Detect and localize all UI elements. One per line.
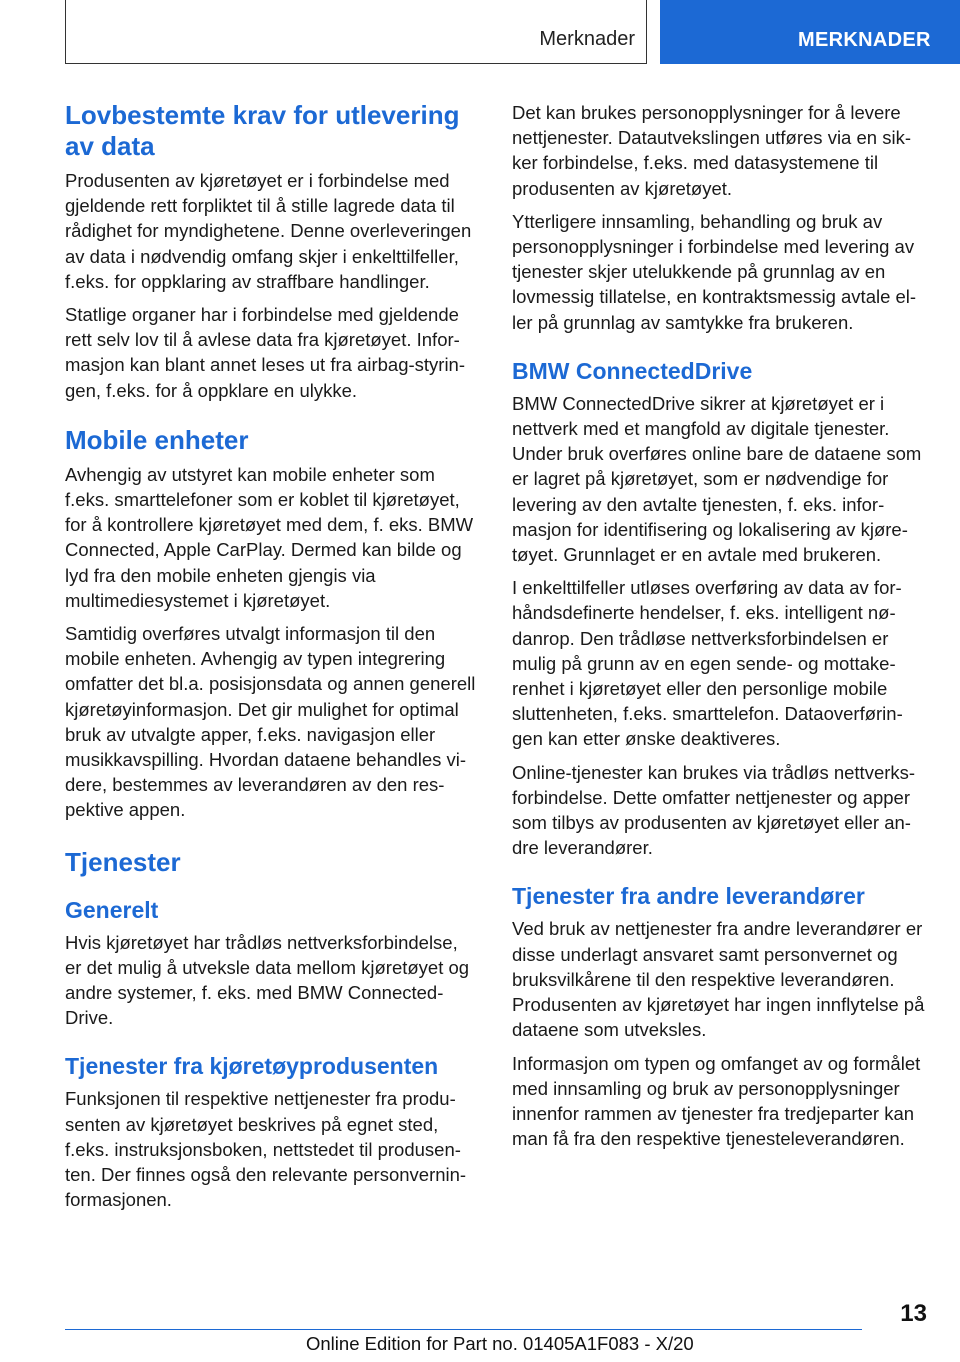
paragraph: Samtidig overføres utvalgt informasjon til den mobile enheten. Avhengig av typen integrering omfatter det bl.a. posisjonsdata og annen generell kjøretøyinformasjon. Det gir mulighet for optimal bruk av utvalgte apper, f.eks. navigasjon eller musikkavspilling. Hvordan dataene behandles videre, bestemmes av leverandøren av den respektive appen. xyxy=(65,623,476,821)
heading-services: Tjenester xyxy=(65,846,181,877)
paragraph: Informasjon om typen og omfanget av og formålet med innsamling og bruk av personopplysninger innenfor rammen av tjenester fra tredjeparter kan man få fra den respektive tjenesteleverandøren. xyxy=(512,1052,921,1150)
paragraph: I enkelttilfeller utløses overføring av data av forhåndsdefinerte hendelser, f. eks. intelligent nødanrop. Den trådløse nettverksforbindelsen er mulig på grunn av en egen sende- og mottakerenhet i kjøretøyet eller den personlige mobile sluttenheten, f.eks. smarttelefon. Dataoverføringen kan etter ønske deaktiveres. xyxy=(512,577,903,750)
header-chapter-label: MERKNADER xyxy=(798,29,931,51)
paragraph: BMW ConnectedDrive sikrer at kjøretøyet er i nettverk med et mangfold av digitale tjenester. Under bruk overføres online bare de dataene som er lagret på kjøretøyet, som er nødvendige for levering av den avtalte tjenesten, f. eks. informasjon for identifisering og lokalisering av kjøretøyet. Grunnlaget er en avtale med brukeren. xyxy=(512,392,922,566)
paragraph: Statlige organer har i forbindelse med gjeldende rett selv lov til å avlese data fra kjøretøyet. Informasjon kan blant annet leses ut fra airbag-styringen, f.eks. for å oppklare en ulykke. xyxy=(65,304,466,401)
heading-general: Generelt xyxy=(65,896,159,923)
left-column xyxy=(65,100,479,1221)
paragraph: Produsenten av kjøretøyet er i forbindelse med gjeldende rett forpliktet til å stille lagrede data til rådighet for myndighetene. Denne overleveringen av data i nødvendig omfang skjer i enkelttilfeller, f.eks. for oppklaring av straffbare handlinger. xyxy=(65,170,472,292)
heading-legal-requirements: Lovbestemte krav for utlevering av data xyxy=(65,100,460,161)
heading-connecteddrive: BMW ConnectedDrive xyxy=(512,357,753,384)
paragraph: Online-tjenester kan brukes via trådløs nettverksforbindelse. Dette omfatter nettjenester og apper som tilbys av produsenten av kjøretøyet eller andre leverandører. xyxy=(512,761,916,859)
page-number: 13 xyxy=(900,1300,927,1327)
footer-divider xyxy=(65,1329,862,1330)
heading-third-party-services: Tjenester fra andre leverandører xyxy=(512,883,865,910)
paragraph: Funksjonen til respektive nettjenester fra produsenten av kjøretøyet beskrives på egnet sted, f.eks. instruksjonsboken, nettstedet til produsenten. Der finnes også den relevante personverninformasjonen. xyxy=(65,1088,467,1211)
paragraph: Ved bruk av nettjenester fra andre leverandører er disse underlagt ansvaret samt personvernet og bruksvilkårene til den respektive leverandøren. Produsenten av kjøretøyet har ingen innflytelse på dataene som utveksles. xyxy=(512,918,925,1041)
right-column xyxy=(512,100,926,1159)
paragraph: Avhengig av utstyret kan mobile enheter som f.eks. smarttelefoner som er koblet til kjøretøyet, for å kontrollere kjøretøyet med dem, f. eks. BMW Connected, Apple CarPlay. Dermed kan bilde og lyd fra den mobile enheten gjengis via multimediesystemet i kjøretøyet. xyxy=(65,463,474,611)
paragraph: Det kan brukes personopplysninger for å levere nettjenester. Datautvekslingen utføres via en sikker forbindelse, f.eks. med datasystemene til produsenten av kjøretøyet. xyxy=(512,102,911,199)
header-chapter-tab xyxy=(660,0,960,64)
heading-mobile-devices: Mobile enheter xyxy=(65,424,249,455)
paragraph: Hvis kjøretøyet har trådløs nettverksforbindelse, er det mulig å utveksle data mellom kjøretøyet og andre systemer, f. eks. med BMW ConnectedDrive. xyxy=(65,931,470,1029)
header-section-title: Merknader xyxy=(539,28,635,50)
paragraph: Ytterligere innsamling, behandling og bruk av personopplysninger i forbindelse med levering av tjenester skjer utelukkende på grunnlag av en lovmessig tillatelse, en kontraktsmessig avtale eller på grunnlag av samtykke fra brukeren. xyxy=(512,210,917,333)
footer-edition-text: Online Edition for Part no. 01405A1F083 - X/20 xyxy=(306,1333,694,1354)
heading-manufacturer-services: Tjenester fra kjøretøyprodusenten xyxy=(65,1053,439,1080)
